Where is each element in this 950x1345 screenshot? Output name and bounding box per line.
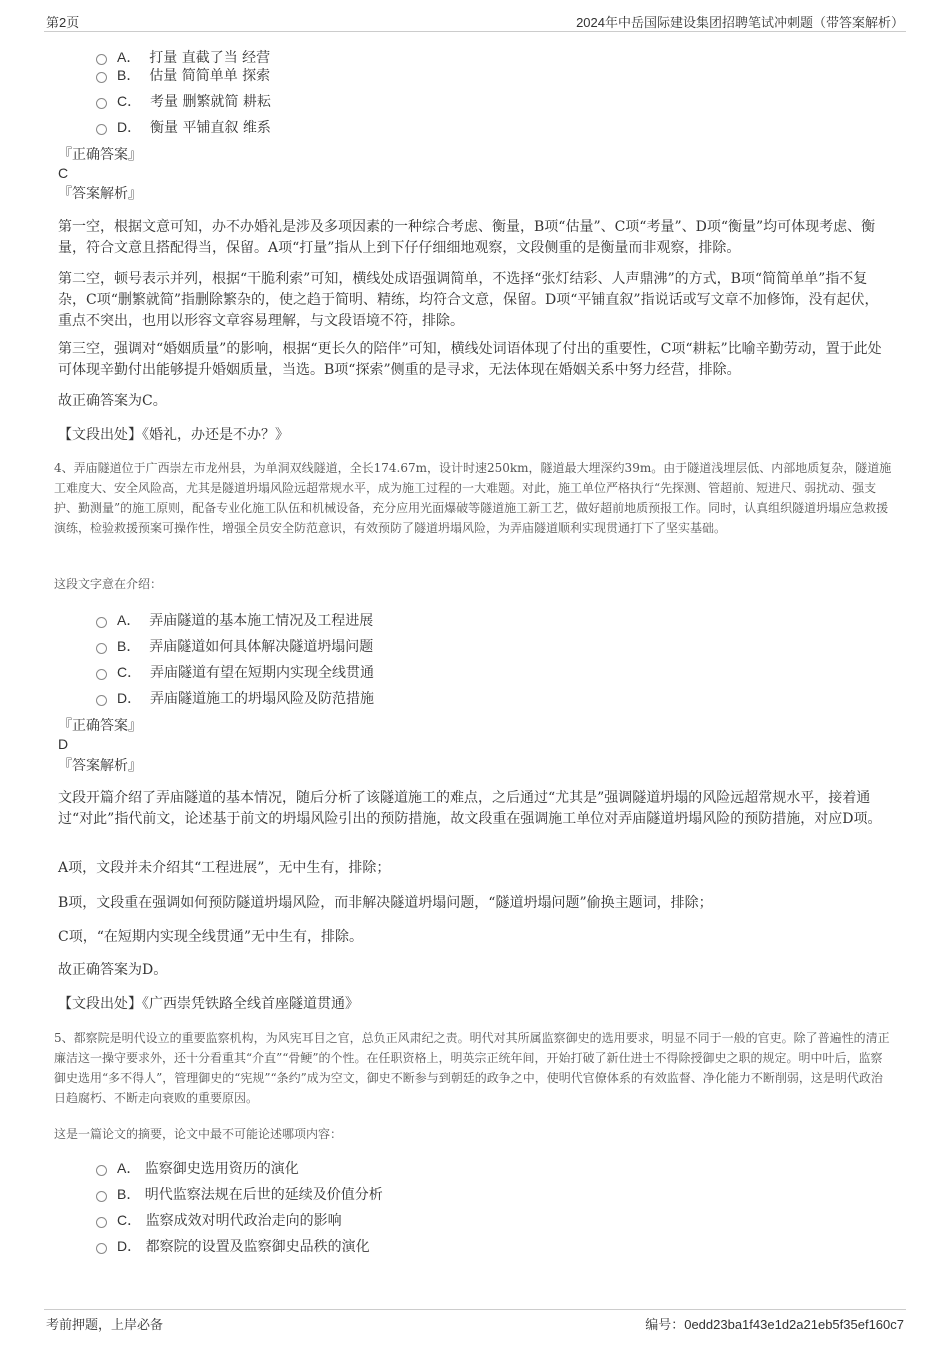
q5-question: 这是一篇论文的摘要，论文中最不可能论述哪项内容： — [54, 1127, 343, 1141]
radio-icon[interactable] — [96, 643, 107, 654]
q4-answer: D — [58, 736, 69, 752]
q4-analysis-option-a: A项，文段并未介绍其“工程进展”，无中生有，排除； — [58, 860, 391, 876]
option-letter: D． — [117, 690, 142, 706]
q5-passage: 5、都察院是明代设立的重要监察机构，为风宪耳目之官，总负正风肃纪之责。明代对其所属监察御史的选用要求，明显不同于一般的官吏。除了普遍性的清正廉洁这一操守要求外，还十分看重其“介直”“骨鲠”的个性。在任职资格上，明英宗正统年间，开始打破了新仕进士不得除授御史之职的规定。明中叶后，监察御史选用“多不得人”，管理御史的“宪规”“条约”成为空文，御史不断参与到朝廷的政争之中，使明代官僚体系的有效监督、净化能力不断削弱，这是明代政治日趋腐朽、不断走向衰败的重要原因。 — [54, 1031, 890, 1105]
radio-icon[interactable] — [96, 1165, 107, 1176]
header-divider — [44, 31, 906, 32]
option-text: 明代监察法规在后世的延续及价值分析 — [144, 1187, 383, 1203]
q3-analysis-paragraph-1: 第一空，根据文意可知，办不办婚礼是涉及多项因素的一种综合考虑、衡量，B项“估量”、C项“考量”、D项“衡量”均可体现考虑、衡量，符合文意且搭配得当，保留。A项“打量”指从上到下仔仔细细地观察，文段侧重的是衡量而非观察，排除。 — [58, 219, 876, 256]
q4-analysis-option-c: C项，“在短期内实现全线贯通”无中生有，排除。 — [58, 929, 364, 945]
radio-icon[interactable] — [96, 1243, 107, 1254]
option-text: 都察院的设置及监察御史品秩的演化 — [145, 1239, 370, 1255]
q3-analysis-paragraph-3: 第三空，强调对“婚姻质量”的影响，根据“更长久的陪伴”可知，横线处词语体现了付出的重要性，C项“耕耘”比喻辛勤劳动，置于此处可体现辛勤付出能够提升婚姻质量，当选。B项“探索”侧重的是寻求，无法体现在婚姻关系中努力经营，排除。 — [58, 341, 882, 378]
q3-answer: C — [58, 165, 69, 181]
radio-icon[interactable] — [96, 98, 107, 109]
option-text: 弄庙隧道有望在短期内实现全线贯通 — [150, 665, 375, 681]
document-code-label: 编号： — [645, 1317, 685, 1332]
q4-passage: 4、弄庙隧道位于广西崇左市龙州县，为单洞双线隧道，全长174.67m，设计时速250km，隧道最大埋深约39m。由于隧道浅埋层低、内部地质复杂，隧道施工难度大、安全风险高，尤其是隧道坍塌风险远超常规水平，成为施工过程的一大难题。对此，施工单位严格执行“先探测、管超前、短进尺、弱扰动、强支护、勤测量”的施工原则，配备专业化施工队伍和机械设备，充分应用光面爆破等隧道施工新工艺，做好超前地质预报工作。同时，认真组织隧道坍塌应急救援演练，检验救援预案可操作性，增强全员安全防范意识，有效预防了隧道坍塌风险，为弄庙隧道顺利实现贯通打下了坚实基础。 — [54, 461, 892, 535]
option-letter: B． — [117, 67, 141, 83]
option-text: 弄庙隧道的基本施工情况及工程进展 — [149, 613, 374, 629]
q4-analysis-label: 『答案解析』 — [58, 758, 142, 774]
option-letter: D． — [117, 119, 142, 135]
radio-icon[interactable] — [96, 695, 107, 706]
option-text: 估量 简简单单 探索 — [149, 68, 271, 84]
q5-option-d[interactable] — [96, 1236, 370, 1256]
q3-source: 【文段出处】《婚礼，办还是不办？》 — [58, 427, 289, 443]
q4-source: 【文段出处】《广西崇凭铁路全线首座隧道贯通》 — [58, 996, 359, 1012]
q4-option-d[interactable] — [96, 688, 374, 708]
radio-icon[interactable] — [96, 54, 107, 65]
q3-option-a[interactable] — [96, 47, 270, 67]
option-letter: D． — [117, 1238, 142, 1254]
q3-analysis-paragraph-2: 第二空，顿号表示并列，根据“干脆利索”可知，横线处成语强调简单，不选择“张灯结彩、人声鼎沸”的方式，B项“简简单单”指不复杂，C项“删繁就简”指删除繁杂的，使之趋于简明、精练，均符合文意，保留。D项“平铺直叙”指说话或写文章不加修饰，没有起伏，重点不突出，也用以形容文章容易理解，与文段语境不符，排除。 — [58, 271, 879, 329]
q4-answer-label: 『正确答案』 — [58, 718, 142, 734]
option-text: 衡量 平铺直叙 维系 — [150, 120, 271, 136]
option-letter: C． — [117, 93, 142, 109]
q5-option-c[interactable] — [96, 1210, 342, 1230]
option-letter: C． — [117, 1212, 142, 1228]
q4-analysis-paragraph-1: 文段开篇介绍了弄庙隧道的基本情况，随后分析了该隧道施工的难点，之后通过“尤其是”强调隧道坍塌的风险远超常规水平，接着通过“对此”指代前文，论述基于前文的坍塌风险引出的预防措施，故文段重在强调施工单位对弄庙隧道坍塌风险的预防措施，对应D项。 — [58, 790, 882, 827]
radio-icon[interactable] — [96, 72, 107, 83]
q5-option-a[interactable] — [96, 1158, 299, 1178]
radio-icon[interactable] — [96, 1217, 107, 1228]
document-code-value: 0edd23ba1f43e1d2a21eb5f35ef160c7 — [684, 1317, 904, 1332]
option-text: 打量 直截了当 经营 — [149, 50, 271, 66]
radio-icon[interactable] — [96, 669, 107, 680]
q3-analysis-label: 『答案解析』 — [58, 186, 142, 202]
document-code — [645, 1314, 904, 1333]
option-text: 监察成效对明代政治走向的影响 — [145, 1213, 342, 1229]
q5-option-b[interactable] — [96, 1184, 383, 1204]
radio-icon[interactable] — [96, 1191, 107, 1202]
q4-option-b[interactable] — [96, 636, 373, 656]
option-text: 考量 删繁就简 耕耘 — [150, 94, 271, 110]
page-number: 第2页 — [46, 15, 80, 30]
option-letter: C． — [117, 664, 142, 680]
q3-option-b[interactable] — [96, 65, 270, 85]
footer-slogan: 考前押题，上岸必备 — [46, 1318, 164, 1333]
q3-answer-label: 『正确答案』 — [58, 147, 142, 163]
option-text: 弄庙隧道如何具体解决隧道坍塌问题 — [149, 639, 374, 655]
option-letter: A． — [117, 612, 141, 628]
option-letter: A． — [117, 49, 141, 65]
q4-option-a[interactable] — [96, 610, 373, 630]
q3-option-d[interactable] — [96, 117, 271, 137]
radio-icon[interactable] — [96, 617, 107, 628]
option-letter: A． — [117, 1160, 141, 1176]
q3-option-c[interactable] — [96, 91, 271, 111]
option-text: 弄庙隧道施工的坍塌风险及防范措施 — [150, 691, 375, 707]
q4-option-c[interactable] — [96, 662, 374, 682]
q4-analysis-option-b: B项，文段重在强调如何预防隧道坍塌风险，而非解决隧道坍塌问题，“隧道坍塌问题”偷换主题词，排除； — [58, 895, 713, 911]
radio-icon[interactable] — [96, 124, 107, 135]
q4-question: 这段文字意在介绍： — [54, 577, 163, 591]
q3-conclusion: 故正确答案为C。 — [58, 393, 167, 409]
option-text: 监察御史选用资历的演化 — [144, 1161, 299, 1177]
footer-divider — [44, 1309, 906, 1310]
option-letter: B． — [117, 638, 141, 654]
q4-conclusion: 故正确答案为D。 — [58, 962, 168, 978]
document-title: 2024年中岳国际建设集团招聘笔试冲刺题（带答案解析） — [576, 15, 904, 30]
option-letter: B． — [117, 1186, 141, 1202]
